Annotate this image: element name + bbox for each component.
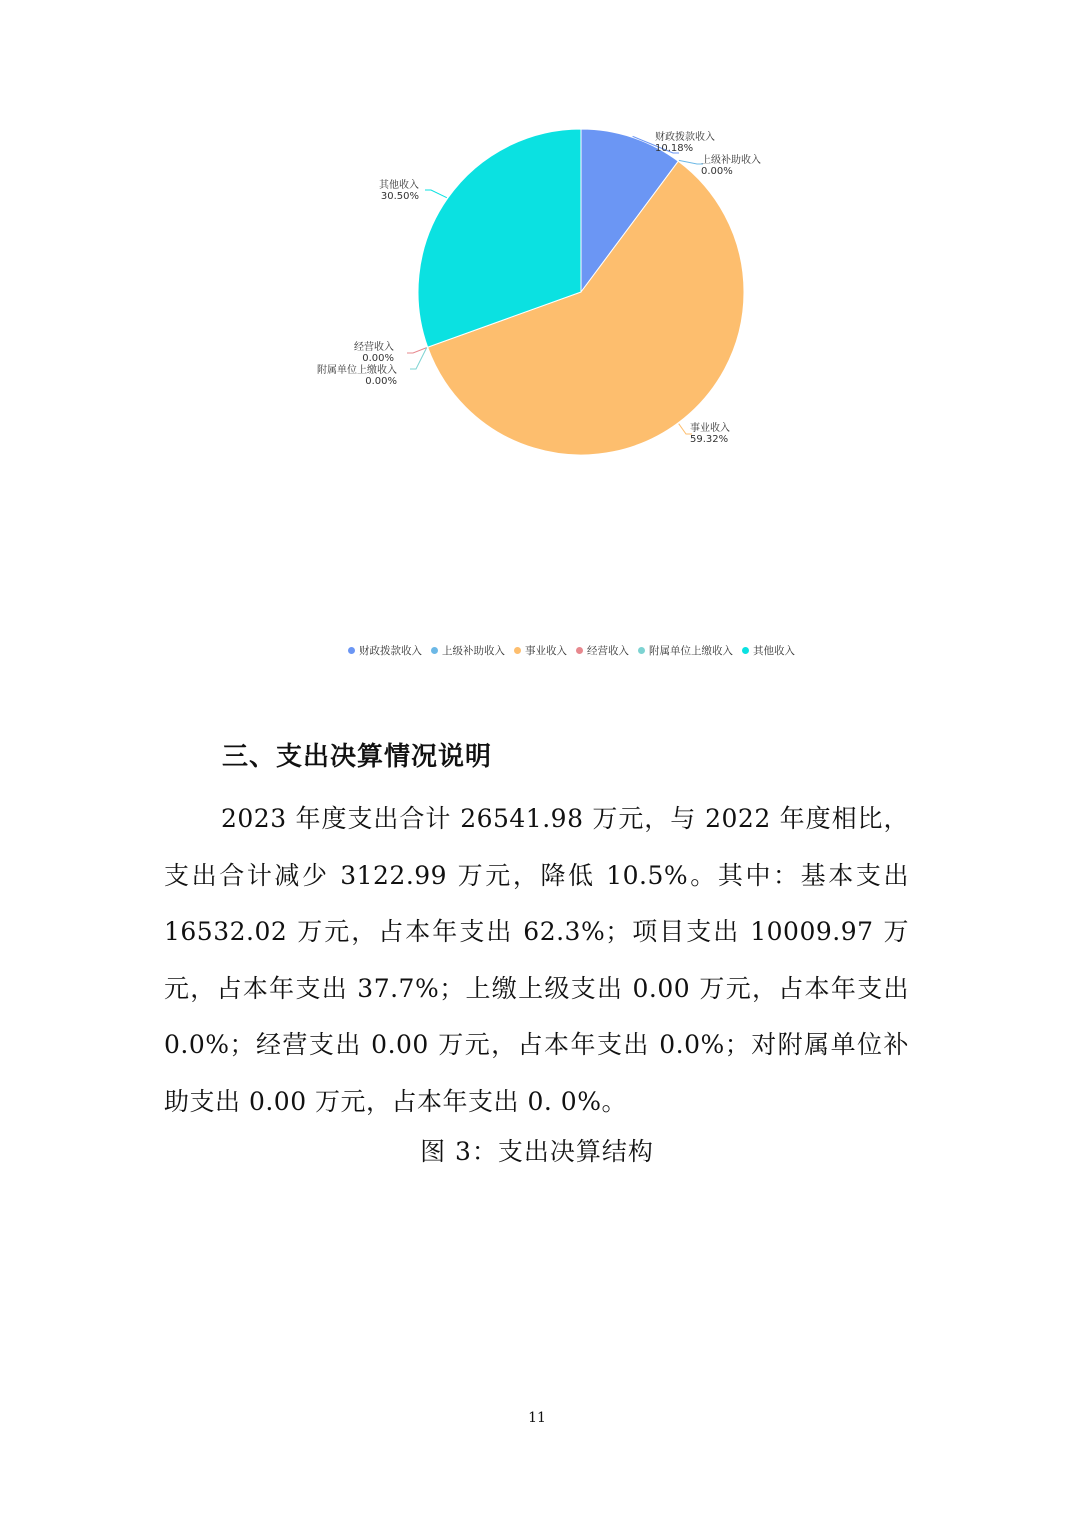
slice-value-label-2: 59.32% <box>690 434 729 445</box>
legend-item-5[interactable] <box>742 643 795 658</box>
slice-label-5: 其他收入 <box>379 180 419 191</box>
section-heading: 三、支出决算情况说明 <box>222 742 493 772</box>
slice-label-0: 财政拨款收入 <box>655 132 715 143</box>
legend-item-0[interactable] <box>348 643 422 658</box>
legend-item-1[interactable] <box>431 643 505 658</box>
legend-label: 上级补助收入 <box>442 645 505 657</box>
slice-label-2: 事业收入 <box>690 423 730 434</box>
slice-value-label-5: 30.50% <box>380 191 419 202</box>
leader-line-5 <box>425 190 447 198</box>
legend-item-2[interactable] <box>514 643 567 658</box>
legend-item-3[interactable] <box>576 643 629 658</box>
slice-value-label-4: 0.00% <box>365 376 397 387</box>
legend-label: 附属单位上缴收入 <box>649 645 733 657</box>
slice-value-label-0: 10.18% <box>655 143 694 154</box>
legend-dot-icon <box>742 647 749 654</box>
expenditure-paragraph: 2023 年度支出合计 26541.98 万元，与 2022 年度相比，支出合计减少 3122.99 万元，降低 10.5%。其中：基本支出 16532.02 万元，占本年支出 62.3%；项目支出 10009.97 万元，占本年支出 37.7%；上缴上级支出 0.00 万元，占本年支出 0.0%；经营支出 0.00 万元，占本年支出 0.0%；对附属单位补助支出 0.00 万元，占本年支出 0. 0%。 <box>164 804 909 1116</box>
pie-chart <box>0 0 1074 620</box>
legend-dot-icon <box>514 647 521 654</box>
legend-dot-icon <box>348 647 355 654</box>
legend-label: 其他收入 <box>753 645 795 657</box>
leader-line-1 <box>679 160 703 164</box>
legend-label: 财政拨款收入 <box>359 645 422 657</box>
legend-label: 经营收入 <box>587 645 629 657</box>
slice-label-4: 附属单位上缴收入 <box>317 365 397 376</box>
slice-label-1: 上级补助收入 <box>701 155 761 166</box>
leader-line-3 <box>407 348 427 353</box>
page-number: 11 <box>528 1410 546 1426</box>
legend-item-4[interactable] <box>638 643 733 658</box>
slice-label-3: 经营收入 <box>354 342 394 353</box>
legend-dot-icon <box>576 647 583 654</box>
chart-legend <box>348 643 795 658</box>
legend-dot-icon <box>638 647 645 654</box>
slice-value-label-3: 0.00% <box>362 353 394 364</box>
legend-dot-icon <box>431 647 438 654</box>
slice-value-label-1: 0.00% <box>701 166 733 177</box>
figure-caption: 图 3：支出决算结构 <box>420 1137 654 1166</box>
legend-label: 事业收入 <box>525 645 567 657</box>
